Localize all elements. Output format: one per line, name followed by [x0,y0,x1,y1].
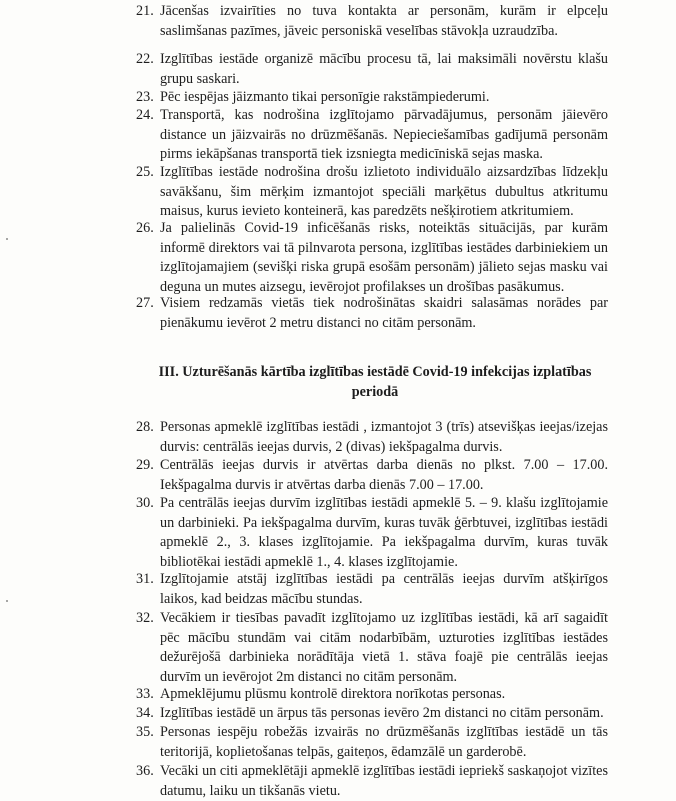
item-number: 22. [136,51,154,67]
item-text: Jācenšas izvairīties no tuva kontakta ar personām, kurām ir elpceļu saslimšanas pazīmes, jāveic personiskā veselības stāvokļa uzraudzība. [160,3,608,39]
list-item-29 [136,456,608,495]
item-number: 21. [136,3,154,19]
item-number: 23. [136,89,154,105]
item-text: Centrālās ieejas durvis ir atvērtas darba dienās no plkst. 7.00 – 17.00. Iekšpagalma durvis ir atvērtas darba dienās 7.00 – 17.00. [160,457,608,493]
list-item-30 [136,494,608,572]
item-text: Apmeklējumu plūsmu kontrolē direktora norīkotas personas. [160,686,506,702]
item-number: 30. [136,495,154,511]
item-text: Vecāki un citi apmeklētāji apmeklē izglītības iestādi iepriekš saskaņojot vizītes datumu, laiku un tikšanās vietu. [160,763,608,799]
list-item-22 [136,50,608,89]
section-heading: III. Uzturēšanās kārtība izglītības iestādē Covid-19 infekcijas izplatības periodā [158,364,592,400]
list-item-32 [136,609,608,687]
scan-speck [6,600,8,602]
list-item-24 [136,106,608,165]
list-item-28 [136,418,608,457]
item-text: Pa centrālās ieejas durvīm izglītības iestādi apmeklē 5. – 9. klašu izglītojamie un darbinieki. Pa iekšpagalma durvīm, kuras tuvāk ģērbtuvei, izglītības iestādi apmeklē 2., 3. klases izglītojamie. Pa iekšpagalma durvīm, kuras tuvāk bibliotēkai iestādi apmeklē 1., 4. klases izglītojamie. [160,495,608,570]
item-number: 24. [136,107,154,123]
item-number: 32. [136,610,154,626]
item-text: Vecākiem ir tiesības pavadīt izglītojamo uz izglītības iestādi, kā arī sagaidīt pēc mācību stundām vai citām nodarbībām, uzturoties izglītības iestādes dežurējošā darbinieka norādītāja vietā 1. stāva foajē pie centrālās ieejas durvīm un ievērojot 2m distanci no citām personām. [160,610,608,685]
item-text: Transportā, kas nodrošina izglītojamo pārvadājumus, personām jāievēro distance un jāizvairās no drūzmēšanās. Nepieciešamības gadījumā personām pirms iekāpšanas transportā tiek izsniegta medicīniskā sejas maska. [160,107,608,163]
item-number: 28. [136,419,154,435]
item-number: 33. [136,686,154,702]
list-item-35 [136,723,608,762]
item-number: 27. [136,295,154,311]
list-item-36 [136,762,608,801]
item-text: Izglītības iestādē un ārpus tās personas ievēro 2m distanci no citām personām. [160,705,604,721]
item-number: 31. [136,571,154,587]
list-item-34 [136,704,608,724]
list-item-21 [136,2,608,41]
item-number: 34. [136,705,154,721]
item-number: 26. [136,220,154,236]
item-text: Personas iespēju robežās izvairās no drūzmēšanās izglītības iestādē un tās teritorijā, koplietošanas telpās, gaiteņos, ēdamzālē un garderobē. [160,724,608,760]
list-item-26 [136,219,608,297]
list-item-25 [136,163,608,222]
item-text: Izglītības iestāde nodrošina drošu izlietoto individuālo aizsardzības līdzekļu savākšanu, šim mērķim izmantojot speciāli marķētus dubultus atkritumu maisus, kurus ievieto konteinerā, kas paredzēts nešķirotiem atkritumiem. [160,164,608,220]
item-number: 36. [136,763,154,779]
list-item-33 [136,685,608,705]
item-text: Izglītojamie atstāj izglītības iestādi pa centrālās ieejas durvīm atšķirīgos laikos, kad beidzas mācību stundas. [160,571,608,607]
list-item-31 [136,570,608,609]
item-text: Pēc iespējas jāizmanto tikai personīgie rakstāmpiederumi. [160,89,490,105]
item-number: 35. [136,724,154,740]
item-number: 29. [136,457,154,473]
scan-speck [6,238,8,240]
item-text: Visiem redzamās vietās tiek nodrošinātas skaidri salasāmas norādes par pienākumu ievērot 2 metru distanci no citām personām. [160,295,608,331]
item-text: Ja palielinās Covid-19 inficēšanās risks, noteiktās situācijās, par kurām informē direktors vai tā pilnvarota persona, izglītības iestādes darbiniekiem un izglītojamajiem (sevišķi riska grupā esošām personām) jālieto sejas masku vai deguna un mutes aizsegu, ievērojot profilakses un drošības pasākumus. [160,220,608,295]
list-item-23 [136,88,608,108]
item-text: Izglītības iestāde organizē mācību procesu tā, lai maksimāli novērstu klašu grupu saskari. [160,51,608,87]
list-item-27 [136,294,608,333]
item-number: 25. [136,164,154,180]
item-text: Personas apmeklē izglītības iestādi , izmantojot 3 (trīs) atsevišķas ieejas/izejas durvis: centrālās ieejas durvis, 2 (divas) iekšpagalma durvis. [160,419,608,455]
